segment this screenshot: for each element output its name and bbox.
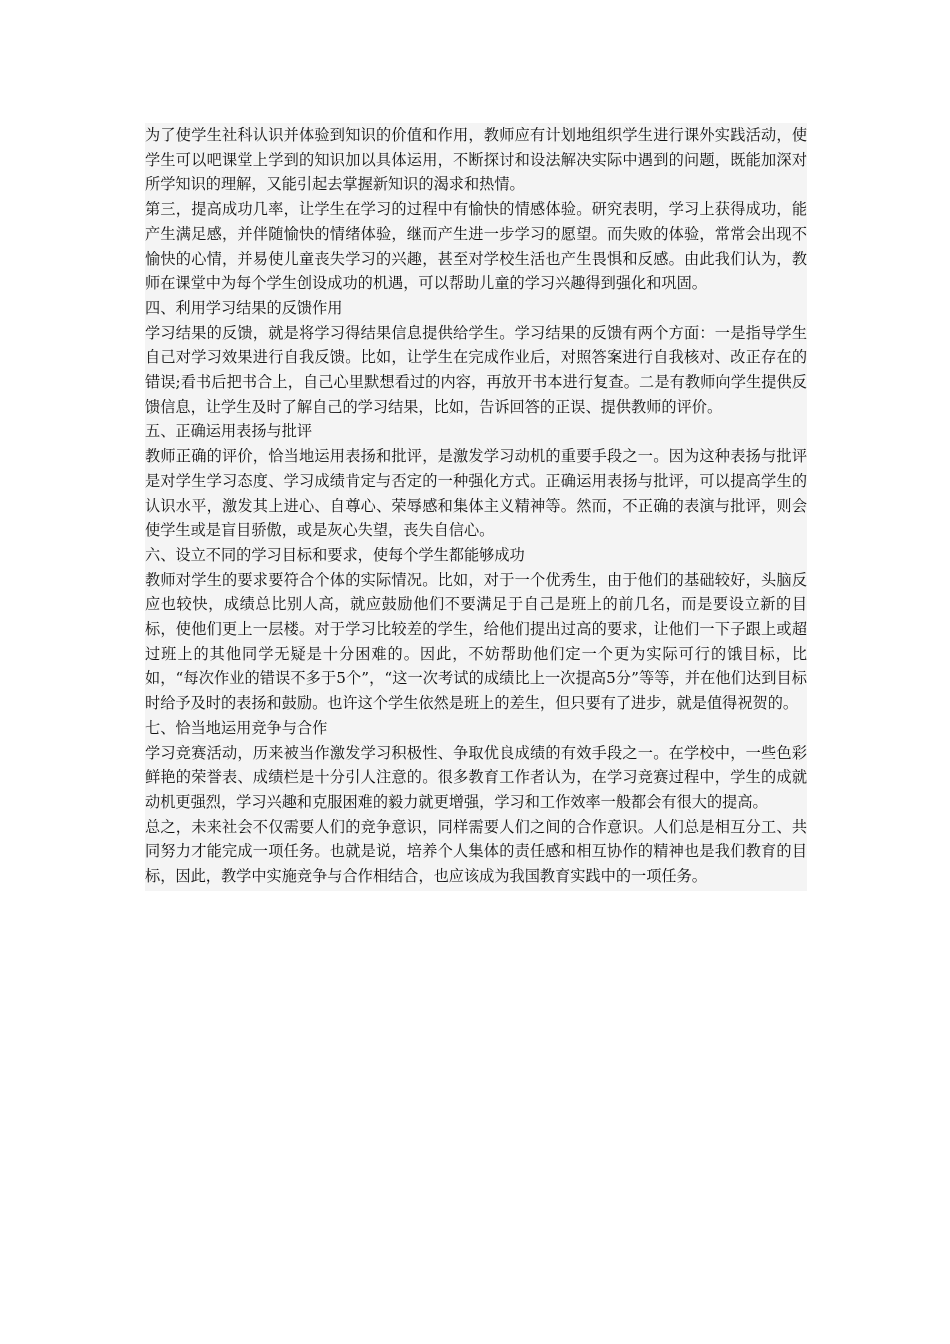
paragraph-competition: 学习竞赛活动，历来被当作激发学习积极性、争取优良成绩的有效手段之一。在学校中，一些色彩鲜艳的荣誉表、成绩栏是十分引人注意的。很多教育工作者认为，在学习竞赛过程中，学生的成就动机更强烈，学习兴趣和克服困难的毅力就更增强，学习和工作效率一般都会有很大的提高。 [145,743,807,811]
heading-section-five: 五、正确运用表扬与批评 [145,422,313,441]
paragraph-learning-goals: 教师对学生的要求要符合个体的实际情况。比如，对于一个优秀生，由于他们的基础较好，头脑反应也较快，成绩总比别人高，就应鼓励他们不要满足于自己是班上的前几名，而是要设立新的目标，使他们更上一层楼。对于学习比较差的学生，给他们提出过高的要求，让他们一下子跟上或超过班上的其他同学无疑是十分困难的。因此，不妨帮助他们定一个更为实际可行的饿目标，比如，“每次作业的错误不多于5个”，“这一次考试的成绩比上一次提高5分”等等，并在他们达到目标时给予及时的表扬和鼓励。也许这个学生依然是班上的差生，但只要有了进步，就是值得祝贺的。 [145,570,807,713]
paragraph-feedback: 学习结果的反馈，就是将学习得结果信息提供给学生。学习结果的反馈有两个方面：一是指导学生自己对学习效果进行自我反馈。比如，让学生在完成作业后，对照答案进行自我核对、改正存在的错误;看书后把书合上，自己心里默想看过的内容，再放开书本进行复查。二是有教师向学生提供反馈信息，让学生及时了解自己的学习结果，比如，告诉回答的正误、提供教师的评价。 [145,323,807,416]
paragraph-praise-criticism: 教师正确的评价，恰当地运用表扬和批评，是激发学习动机的重要手段之一。因为这种表扬与批评是对学生学习态度、学习成绩肯定与否定的一种强化方式。正确运用表扬与批评，可以提高学生的认识水平，激发其上进心、自尊心、荣辱感和集体主义精神等。然而，不正确的表演与批评，则会使学生或是盲目骄傲，或是灰心失望，丧失自信心。 [145,447,807,540]
paragraph-practice-activities: 为了使学生社科认识并体验到知识的价值和作用，教师应有计划地组织学生进行课外实践活动，使学生可以吧课堂上学到的知识加以具体运用，不断探讨和设法解决实际中遇到的问题，既能加深对所学知识的理解，又能引起去掌握新知识的渴求和热情。 [145,126,807,194]
paragraph-conclusion: 总之，未来社会不仅需要人们的竞争意识，同样需要人们之间的合作意识。人们总是相互分工、共同努力才能完成一项任务。也就是说，培养个人集体的责任感和相互协作的精神也是我们教育的目标，因此，教学中实施竞争与合作相结合，也应该成为我国教育实践中的一项任务。 [145,817,807,886]
heading-section-seven: 七、恰当地运用竞争与合作 [145,718,328,737]
paragraph-success-rate: 第三，提高成功几率，让学生在学习的过程中有愉快的情感体验。研究表明，学习上获得成功，能产生满足感，并伴随愉快的情绪体验，继而产生进一步学习的愿望。而失败的体验，常常会出现不愉快的心情，并易使儿童丧失学习的兴趣，甚至对学校生活也产生畏惧和反感。由此我们认为，教师在课堂中为每个学生创设成功的机遇，可以帮助儿童的学习兴趣得到强化和巩固。 [145,200,807,293]
document-page [145,123,807,891]
heading-section-six: 六、设立不同的学习目标和要求，使每个学生都能够成功 [145,545,525,564]
heading-section-four: 四、利用学习结果的反馈作用 [145,298,343,317]
